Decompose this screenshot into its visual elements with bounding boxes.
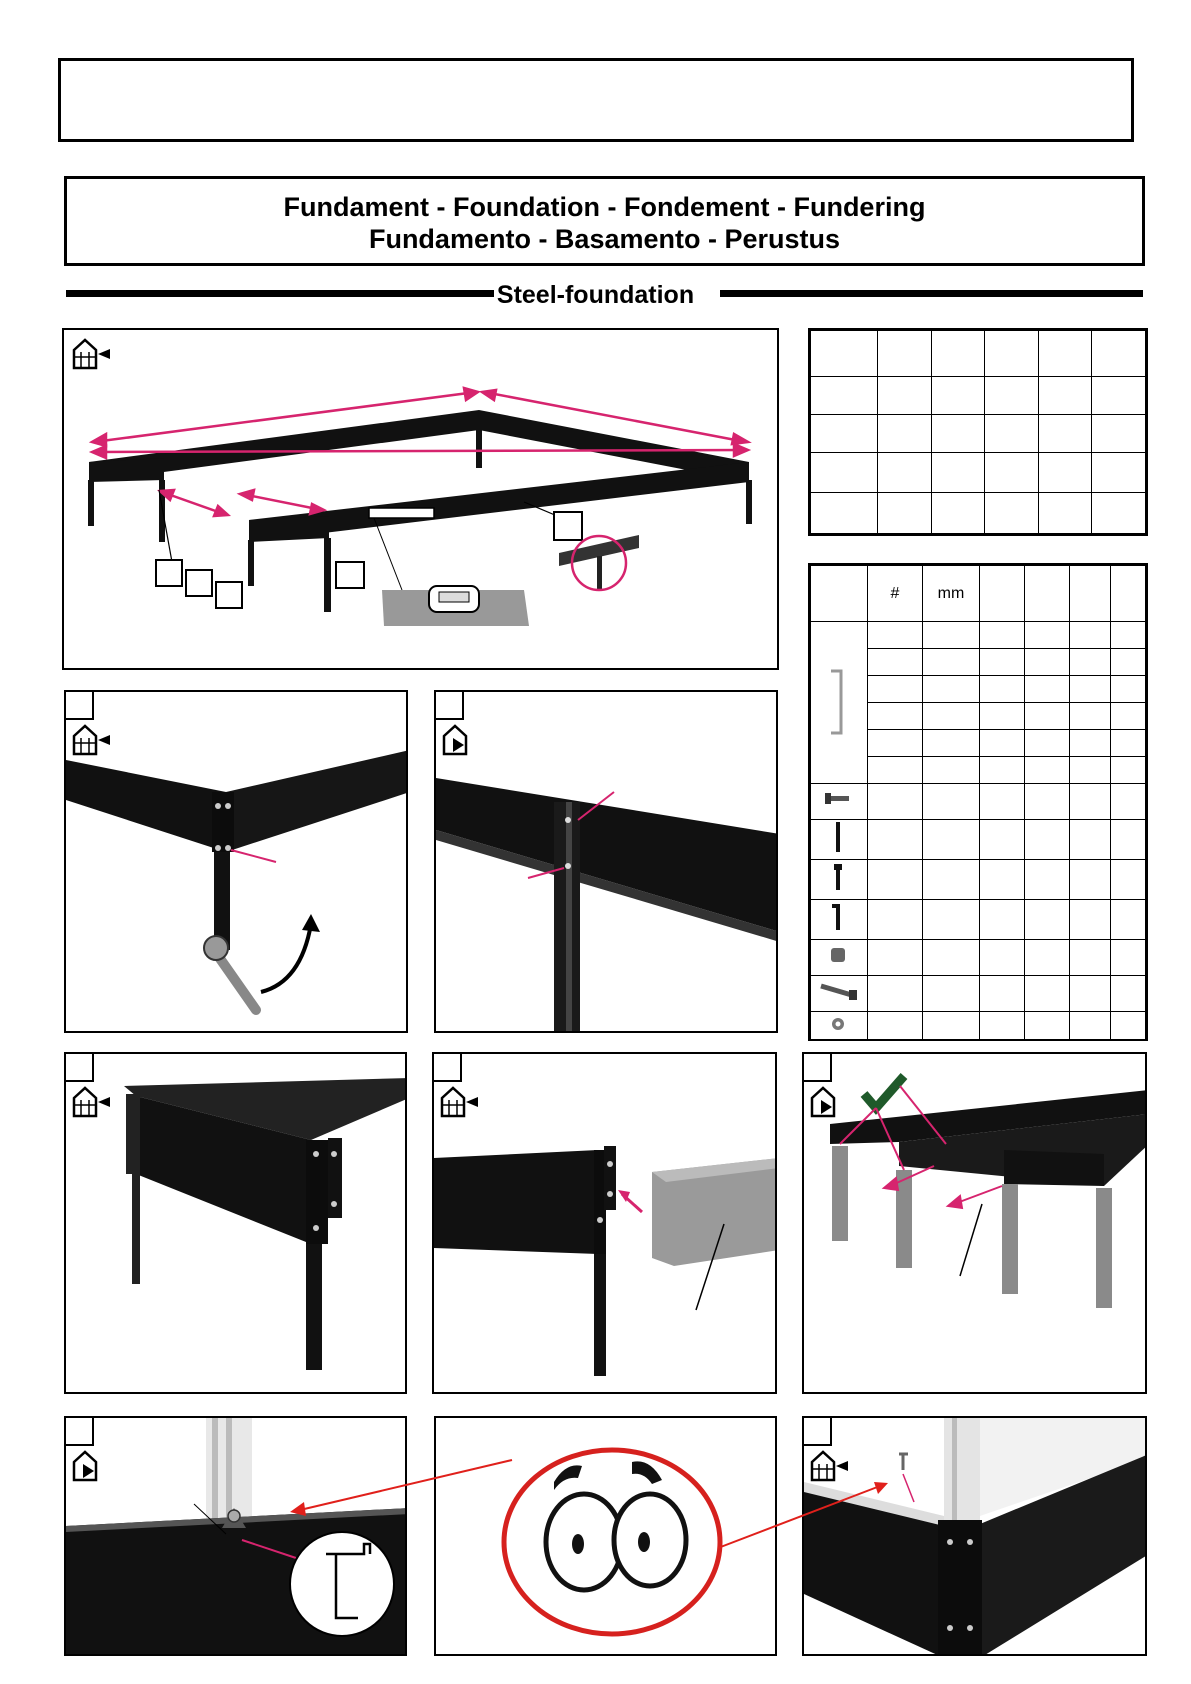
medium-bolt-icon xyxy=(811,860,868,900)
greenhouse-icon xyxy=(442,1088,478,1116)
checkmark-icon xyxy=(864,1076,904,1108)
profile-detail-circle xyxy=(290,1532,394,1636)
dimension-table xyxy=(808,328,1148,536)
greenhouse-icon xyxy=(74,1088,110,1116)
overview-panel xyxy=(62,328,779,670)
eyes-panel xyxy=(434,1416,777,1656)
top-blank-box xyxy=(58,58,1134,142)
step-panel-5 xyxy=(802,1052,1147,1394)
right-eye xyxy=(614,1494,686,1586)
step-1-illustration xyxy=(66,692,408,1033)
step-3-illustration xyxy=(66,1054,407,1394)
step-5-illustration xyxy=(804,1054,1147,1394)
greenhouse-icon xyxy=(74,726,110,754)
bolt-diagonal-icon xyxy=(811,976,868,1012)
col-header-mm: mm xyxy=(923,566,980,622)
title-line-1: Fundament - Foundation - Fondement - Fundering xyxy=(283,192,926,222)
greenhouse-play-icon xyxy=(74,1452,96,1480)
title-box xyxy=(64,176,1145,266)
step-box-e xyxy=(554,512,582,540)
greenhouse-play-icon xyxy=(812,1088,834,1116)
parts-grid xyxy=(810,565,1146,1041)
step-7-illustration xyxy=(804,1418,1147,1656)
angle-bolt-icon xyxy=(811,900,868,940)
step-panel-1 xyxy=(64,690,408,1033)
bracket-part-icon xyxy=(811,625,865,775)
step-box-b xyxy=(186,570,212,596)
greenhouse-icon xyxy=(74,340,110,368)
step-box-a xyxy=(156,560,182,586)
greenhouse-icon xyxy=(812,1452,848,1480)
step-panel-6 xyxy=(64,1416,407,1656)
section-heading xyxy=(0,280,1191,310)
level-tool xyxy=(369,508,434,518)
screw-small-icon xyxy=(811,784,868,820)
step-box-d xyxy=(336,562,364,588)
step-2-illustration xyxy=(436,692,778,1033)
step-box-c xyxy=(216,582,242,608)
title-line-2: Fundamento - Basamento - Perustus xyxy=(368,224,841,254)
left-eye xyxy=(546,1494,622,1590)
col-header-count: # xyxy=(868,566,923,622)
overview-illustration xyxy=(64,330,779,670)
nut-icon xyxy=(811,940,868,976)
step-6-illustration xyxy=(66,1418,407,1656)
step-panel-2 xyxy=(434,690,778,1033)
parts-table xyxy=(808,563,1148,1041)
section-heading-text: Steel-foundation xyxy=(494,281,697,309)
dimension-grid xyxy=(810,330,1146,534)
step-4-illustration xyxy=(434,1054,777,1394)
step-panel-3 xyxy=(64,1052,407,1394)
step-panel-4 xyxy=(432,1052,777,1394)
level-closeup xyxy=(382,586,529,626)
bracket-part-cell xyxy=(811,622,868,784)
long-bolt-icon xyxy=(811,820,868,860)
step-panel-7 xyxy=(802,1416,1147,1656)
greenhouse-play-icon xyxy=(444,726,466,754)
attention-eyes-illustration xyxy=(436,1418,777,1656)
washer-icon xyxy=(811,1012,868,1042)
